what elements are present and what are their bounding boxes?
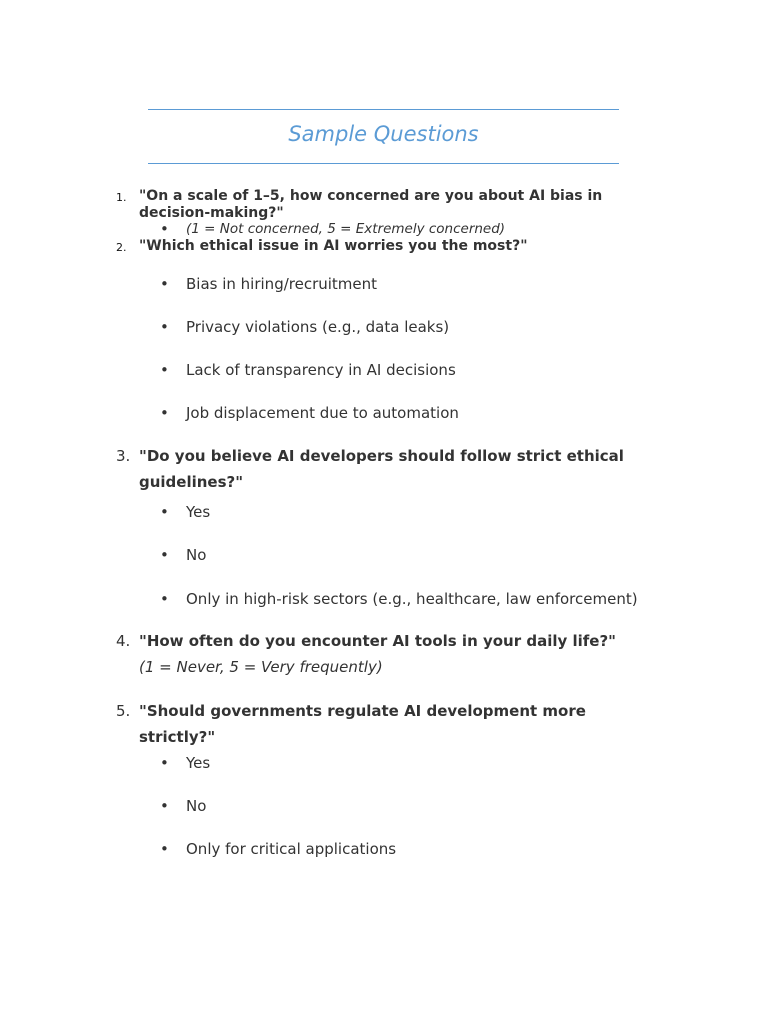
question-2-option-3: Lack of transparency in AI decisions: [186, 361, 456, 379]
question-5-text-line-2: strictly?": [139, 728, 216, 746]
question-5-option-3: Only for critical applications: [186, 840, 397, 858]
question-2-option-4: Job displacement due to automation: [186, 404, 459, 422]
question-2-option-1-bullet: •: [160, 275, 169, 293]
question-4-text: "How often do you encounter AI tools in your daily life?": [139, 632, 616, 650]
question-1-number: 1.: [116, 191, 127, 204]
question-2-text: "Which ethical issue in AI worries you the most?": [139, 238, 528, 254]
question-3-option-1-bullet: •: [160, 503, 169, 521]
question-3-text-line-2: guidelines?": [139, 473, 244, 491]
question-5-option-1: Yes: [186, 754, 211, 772]
question-2-option-2-bullet: •: [160, 318, 169, 336]
question-5-number: 5.: [116, 702, 131, 720]
question-1-bullet: •: [160, 220, 169, 238]
question-2-option-3-bullet: •: [160, 361, 169, 379]
question-3-option-2: No: [186, 546, 207, 564]
question-3-number: 3.: [116, 447, 131, 465]
title-bottom-rule: [148, 163, 619, 164]
question-5-option-2-bullet: •: [160, 797, 169, 815]
question-5-option-2: No: [186, 797, 207, 815]
question-5-option-1-bullet: •: [160, 754, 169, 772]
question-3-option-3-bullet: •: [160, 590, 169, 608]
question-2-option-4-bullet: •: [160, 404, 169, 422]
question-1-scale-note: (1 = Not concerned, 5 = Extremely concerned): [186, 221, 506, 237]
question-2-option-1: Bias in hiring/recruitment: [186, 275, 378, 293]
question-1-text-line-2: decision-making?": [139, 205, 284, 221]
question-2-number: 2.: [116, 241, 127, 254]
question-1-text-line-1: "On a scale of 1–5, how concerned are you about AI bias in: [139, 188, 603, 204]
question-3-option-3: Only in high-risk sectors (e.g., healthcare, law enforcement): [186, 590, 638, 608]
question-3-option-2-bullet: •: [160, 546, 169, 564]
page-title: Sample Questions: [288, 122, 479, 146]
question-4-number: 4.: [116, 632, 131, 650]
question-5-option-3-bullet: •: [160, 840, 169, 858]
question-4-scale-note: (1 = Never, 5 = Very frequently): [139, 658, 383, 676]
question-5-text-line-1: "Should governments regulate AI development more: [139, 702, 586, 720]
question-3-option-1: Yes: [186, 503, 211, 521]
question-2-option-2: Privacy violations (e.g., data leaks): [186, 318, 450, 336]
title-top-rule: [148, 109, 619, 110]
question-3-text-line-1: "Do you believe AI developers should follow strict ethical: [139, 447, 624, 465]
